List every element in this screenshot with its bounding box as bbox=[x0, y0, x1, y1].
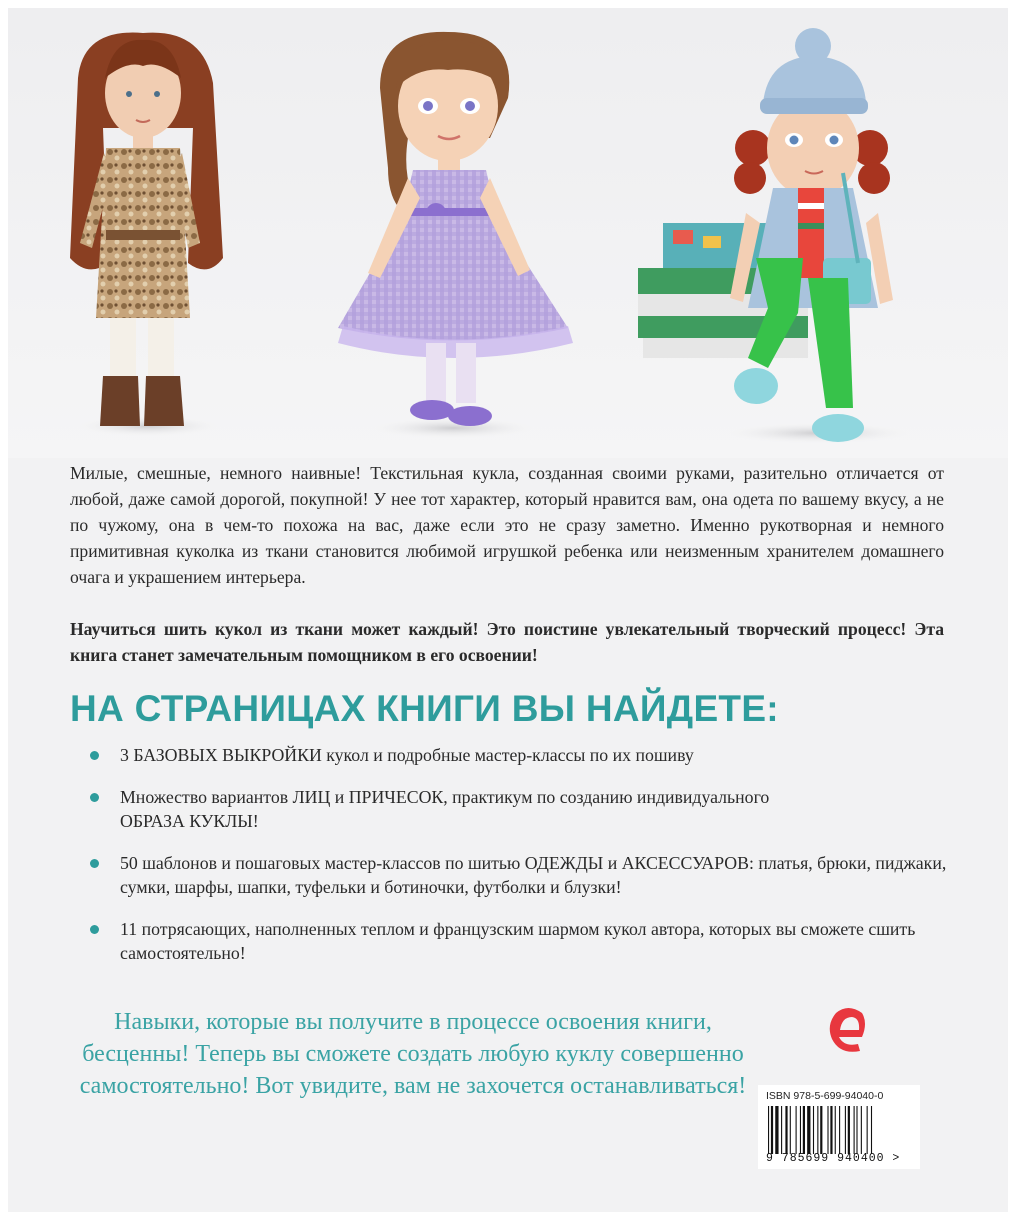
barcode-bar bbox=[803, 1106, 805, 1154]
feature-item bbox=[90, 743, 990, 767]
eksmo-logo-icon bbox=[826, 1003, 870, 1057]
barcode-bar bbox=[835, 1106, 836, 1154]
barcode-bar bbox=[839, 1106, 840, 1154]
intro-paragraph-bold: Научиться шить кукол из ткани может каждый! Это поистине увлекательный творческий процесс! Эта книга станет замечательным помощником в его освоении! bbox=[70, 619, 944, 665]
barcode-bar bbox=[867, 1106, 868, 1154]
barcode-bar bbox=[796, 1106, 797, 1154]
feature-item bbox=[90, 785, 810, 833]
barcode-bar bbox=[775, 1106, 778, 1154]
book-back-cover bbox=[8, 8, 1008, 1212]
isbn-barcode-block bbox=[758, 1085, 920, 1169]
barcode-bar bbox=[785, 1106, 787, 1154]
barcode-bar bbox=[807, 1106, 810, 1154]
isbn-label: ISBN 978-5-699-94040-0 bbox=[766, 1090, 884, 1102]
dolls-photo bbox=[8, 8, 1008, 458]
barcode-bar bbox=[820, 1106, 822, 1154]
bullet-icon bbox=[90, 793, 99, 802]
barcode-bar bbox=[781, 1106, 782, 1154]
barcode-bar bbox=[827, 1106, 828, 1154]
barcode-bar bbox=[854, 1106, 855, 1154]
closing-statement: Навыки, которые вы получите в процессе освоения книги, бесценны! Теперь вы сможете создать любую куклу совершенно самостоятельно! Вот увидите, вам не захочется останавливаться! bbox=[79, 1009, 747, 1099]
barcode-bar bbox=[800, 1106, 801, 1154]
barcode-bar bbox=[848, 1106, 850, 1154]
feature-item bbox=[90, 917, 920, 965]
barcode-bar bbox=[768, 1106, 769, 1154]
barcode-bar bbox=[790, 1106, 791, 1154]
feature-text: 3 БАЗОВЫХ ВЫКРОЙКИ кукол и подробные мастер-классы по их пошиву bbox=[120, 745, 694, 765]
barcode-bar bbox=[871, 1106, 872, 1154]
doll-middle bbox=[338, 32, 573, 438]
barcode-bar bbox=[845, 1106, 846, 1154]
feature-text: 50 шаблонов и пошаговых мастер-классов по шитью ОДЕЖДЫ и АКСЕССУАРОВ: платья, брюки, пиджаки, сумки, шарфы, шапки, туфельки и ботиночки, футболки и блузки! bbox=[120, 853, 947, 897]
barcode-bar bbox=[771, 1106, 773, 1154]
bullet-icon bbox=[90, 751, 99, 760]
barcode-bar bbox=[830, 1106, 832, 1154]
doll-left bbox=[70, 33, 223, 436]
barcode-bar bbox=[817, 1106, 818, 1154]
isbn-digits: 9 785699 940400 > bbox=[766, 1152, 901, 1165]
feature-text: 11 потрясающих, наполненных теплом и французским шармом кукол автора, которых вы сможете сшить самостоятельно! bbox=[120, 919, 916, 963]
intro-paragraph: Милые, смешные, немного наивные! Текстильная кукла, созданная своими руками, разительно отличается от любой, даже самой дорогой, покупной! У нее тот характер, который нравится вам, она одета по вашему вкусу, а не по чужому, она в чем-то похожа на вас, даже если это не сразу заметно. Именно рукотворная и немного примитивная куколка из ткани становится любимой игрушкой ребенка или неизменным хранителем домашнего очага и украшением интерьера. bbox=[70, 463, 944, 587]
feature-text: Множество вариантов ЛИЦ и ПРИЧЕСОК, практикум по созданию индивидуального ОБРАЗА КУКЛЫ! bbox=[120, 787, 770, 831]
barcode bbox=[766, 1106, 912, 1154]
feature-item bbox=[90, 851, 970, 899]
features-list bbox=[90, 743, 990, 965]
barcode-bar bbox=[861, 1106, 862, 1154]
barcode-bar bbox=[813, 1106, 814, 1154]
doll-right bbox=[728, 28, 908, 443]
features-heading: НА СТРАНИЦАХ КНИГИ ВЫ НАЙДЕТЕ: bbox=[70, 688, 779, 729]
bullet-icon bbox=[90, 925, 99, 934]
bullet-icon bbox=[90, 859, 99, 868]
barcode-bar bbox=[856, 1106, 857, 1154]
